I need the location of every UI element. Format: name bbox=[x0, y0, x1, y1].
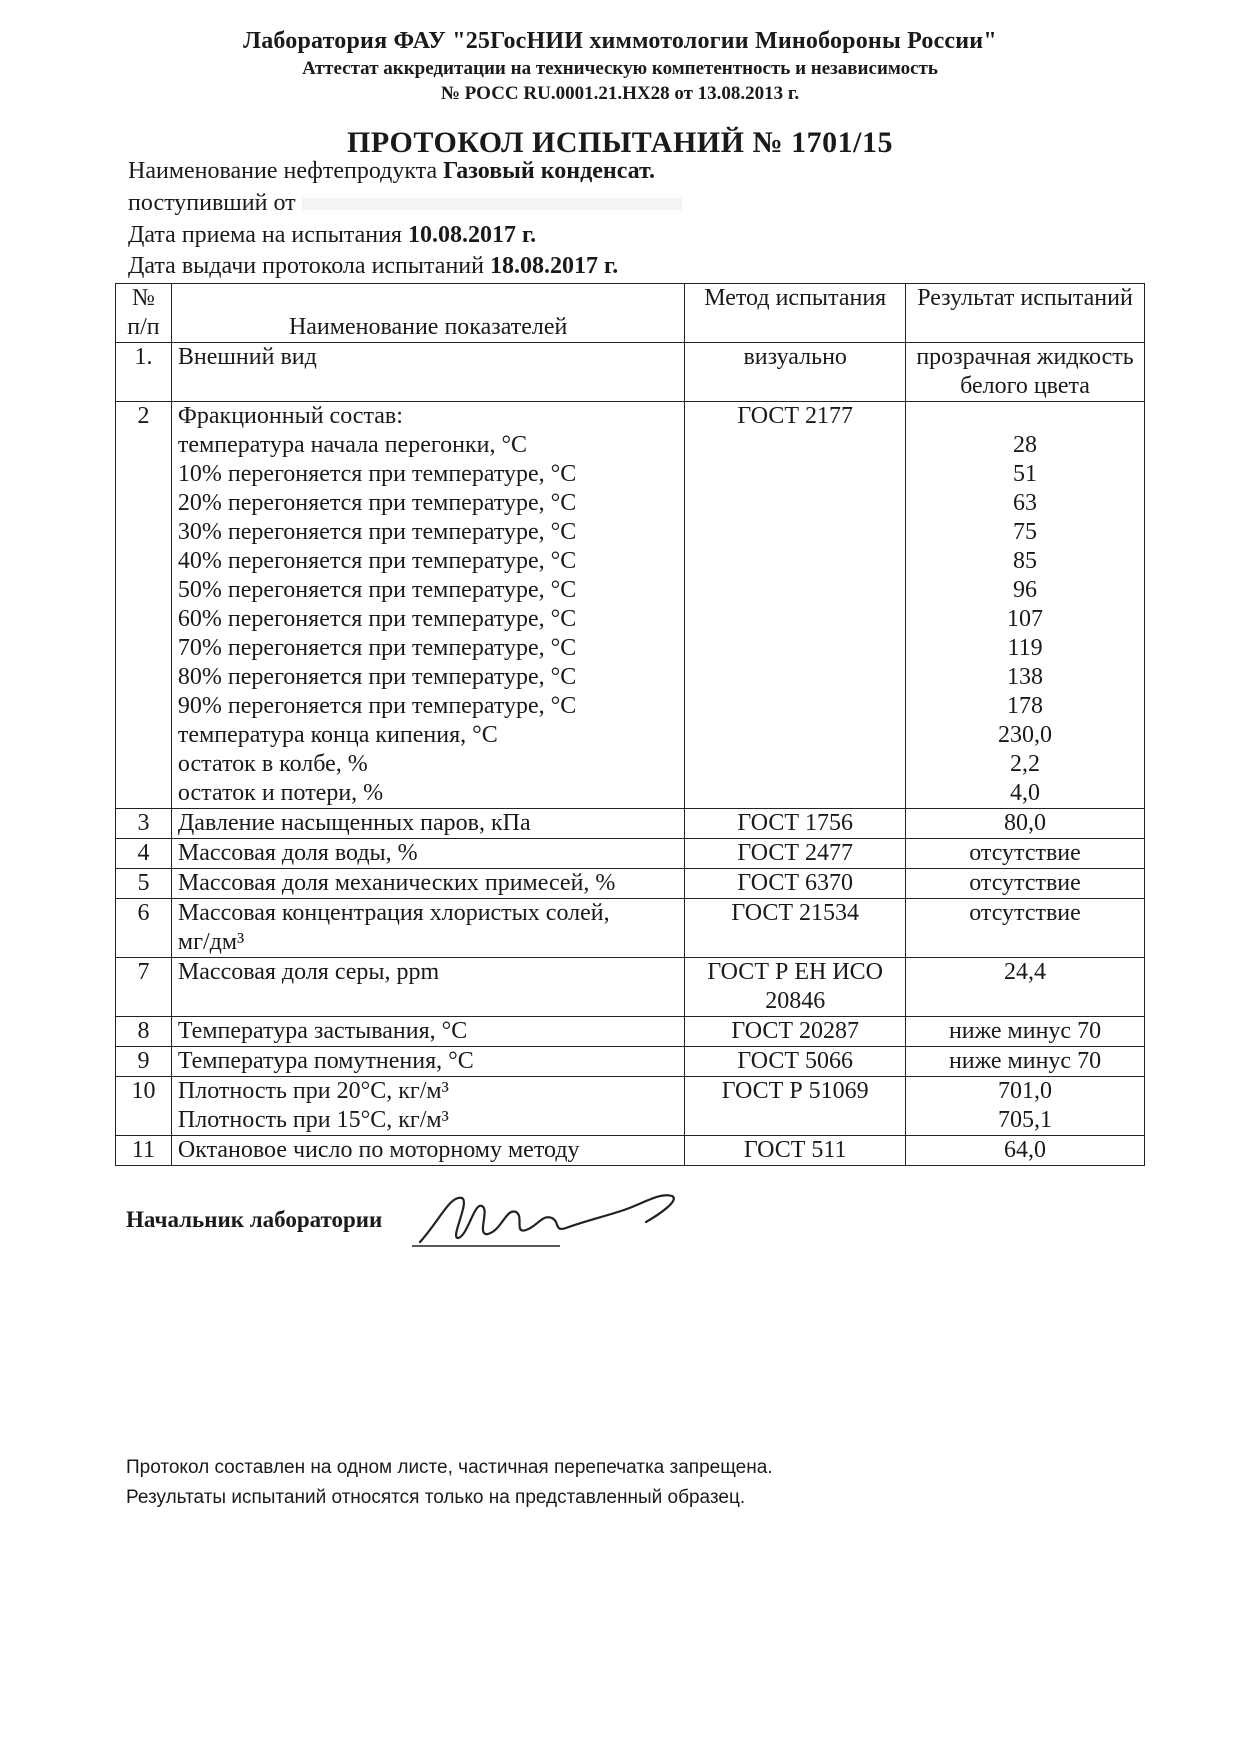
test-result: 701,0 bbox=[998, 1078, 1053, 1104]
indicator-name: мг/дм³ bbox=[177, 929, 245, 955]
indicator-name: остаток в колбе, % bbox=[177, 751, 368, 777]
indicator-name: Массовая концентрация хлористых солей, bbox=[177, 900, 610, 926]
test-method: ГОСТ Р 51069 bbox=[685, 1077, 906, 1136]
indicator-name: Массовая доля серы, ppm bbox=[177, 959, 440, 985]
redacted-area bbox=[302, 198, 682, 210]
product-label: Наименование нефтепродукта bbox=[128, 158, 438, 184]
result-cell bbox=[906, 899, 1145, 958]
test-result: 119 bbox=[1007, 635, 1043, 661]
indicator-name: 50% перегоняется при температуре, °С bbox=[177, 577, 577, 603]
table-body bbox=[116, 343, 1145, 1166]
test-result: 24,4 bbox=[1004, 959, 1047, 985]
result-cell bbox=[906, 1047, 1145, 1077]
test-method: ГОСТ 2177 bbox=[685, 402, 906, 809]
indicator-name: Плотность при 15°С, кг/м³ bbox=[177, 1107, 449, 1133]
result-cell bbox=[906, 402, 1145, 809]
indicator-name: 80% перегоняется при температуре, °С bbox=[177, 664, 577, 690]
test-result: отсутствие bbox=[969, 870, 1081, 896]
issue-date-value: 18.08.2017 г. bbox=[490, 253, 619, 279]
test-result: 85 bbox=[1013, 548, 1038, 574]
test-result: 4,0 bbox=[1010, 780, 1041, 806]
issue-date-label: Дата выдачи протокола испытаний bbox=[128, 253, 484, 279]
indicator-name-cell bbox=[171, 899, 684, 958]
indicator-name: Давление насыщенных паров, кПа bbox=[177, 810, 531, 836]
indicator-name-cell bbox=[171, 1077, 684, 1136]
note-line-1: Протокол составлен на одном листе, частичная перепечатка запрещена. bbox=[126, 1457, 773, 1478]
indicator-name: остаток и потери, % bbox=[177, 780, 384, 806]
test-result: 64,0 bbox=[1004, 1137, 1047, 1163]
row-number: 9 bbox=[116, 1047, 172, 1077]
row-number: 4 bbox=[116, 839, 172, 869]
test-result: отсутствие bbox=[969, 840, 1081, 866]
header-result: Результат испытаний bbox=[906, 284, 1145, 343]
indicator-name-cell bbox=[171, 869, 684, 899]
row-number: 7 bbox=[116, 958, 172, 1017]
test-method: ГОСТ 20287 bbox=[685, 1017, 906, 1047]
table-row bbox=[116, 899, 1145, 958]
test-result: прозрачная жидкость белого цвета bbox=[916, 344, 1134, 399]
row-number: 8 bbox=[116, 1017, 172, 1047]
received-label: поступивший от bbox=[128, 190, 296, 216]
test-result: 705,1 bbox=[998, 1107, 1053, 1133]
result-cell bbox=[906, 839, 1145, 869]
table-row bbox=[116, 1136, 1145, 1166]
row-number: 10 bbox=[116, 1077, 172, 1136]
test-method: ГОСТ Р ЕН ИСО 20846 bbox=[685, 958, 906, 1017]
test-result bbox=[912, 402, 1138, 431]
indicator-name: Температура застывания, °С bbox=[177, 1018, 468, 1044]
test-result: 2,2 bbox=[1010, 751, 1041, 777]
indicator-name: Массовая доля воды, % bbox=[177, 840, 418, 866]
row-number: 3 bbox=[116, 809, 172, 839]
indicator-name: 40% перегоняется при температуре, °С bbox=[177, 548, 577, 574]
accept-date-field bbox=[128, 222, 536, 249]
indicator-name: 70% перегоняется при температуре, °С bbox=[177, 635, 577, 661]
test-result: 63 bbox=[1013, 490, 1038, 516]
table-row bbox=[116, 402, 1145, 809]
result-cell bbox=[906, 809, 1145, 839]
lab-name: Лаборатория ФАУ "25ГосНИИ химмотологии Минобороны России" bbox=[243, 28, 997, 54]
indicator-name-cell bbox=[171, 958, 684, 1017]
test-result: 28 bbox=[1013, 432, 1038, 458]
table-row bbox=[116, 869, 1145, 899]
test-method: визуально bbox=[685, 343, 906, 402]
issue-date-field bbox=[128, 253, 618, 280]
table-row bbox=[116, 839, 1145, 869]
table-header-row bbox=[116, 284, 1145, 343]
header-num: № п/п bbox=[116, 284, 172, 343]
note-line-2: Результаты испытаний относятся только на представленный образец. bbox=[126, 1487, 746, 1508]
indicator-name-cell bbox=[171, 809, 684, 839]
received-field bbox=[128, 190, 682, 217]
indicator-name: Плотность при 20°С, кг/м³ bbox=[177, 1078, 449, 1104]
protocol-title: ПРОТОКОЛ ИСПЫТАНИЙ № 1701/15 bbox=[347, 126, 893, 159]
table-row bbox=[116, 1017, 1145, 1047]
indicator-name: Октановое число по моторному методу bbox=[177, 1137, 580, 1163]
test-result: 230,0 bbox=[998, 722, 1053, 748]
table-row bbox=[116, 1047, 1145, 1077]
signature-image bbox=[410, 1180, 730, 1260]
indicator-name: температура начала перегонки, °С bbox=[177, 432, 528, 458]
test-result: ниже минус 70 bbox=[948, 1018, 1102, 1044]
row-number: 11 bbox=[116, 1136, 172, 1166]
indicator-name: 60% перегоняется при температуре, °С bbox=[177, 606, 577, 632]
test-result: 107 bbox=[1007, 606, 1044, 632]
accept-date-label: Дата приема на испытания bbox=[128, 222, 402, 248]
result-cell bbox=[906, 343, 1145, 402]
test-result: 75 bbox=[1013, 519, 1038, 545]
test-result: 138 bbox=[1007, 664, 1044, 690]
indicator-name: Фракционный состав: bbox=[177, 403, 403, 429]
table-row bbox=[116, 958, 1145, 1017]
result-cell bbox=[906, 1136, 1145, 1166]
test-method: ГОСТ 21534 bbox=[685, 899, 906, 958]
test-method: ГОСТ 5066 bbox=[685, 1047, 906, 1077]
test-method: ГОСТ 6370 bbox=[685, 869, 906, 899]
header-method: Метод испытания bbox=[685, 284, 906, 343]
indicator-name-cell bbox=[171, 343, 684, 402]
head-of-lab-label: Начальник лаборатории bbox=[126, 1207, 383, 1232]
indicator-name: 20% перегоняется при температуре, °С bbox=[177, 490, 577, 516]
product-value: Газовый конденсат. bbox=[443, 158, 656, 184]
test-result: ниже минус 70 bbox=[948, 1048, 1102, 1074]
indicator-name: Температура помутнения, °С bbox=[177, 1048, 474, 1074]
test-result: 178 bbox=[1007, 693, 1044, 719]
indicator-name: 30% перегоняется при температуре, °С bbox=[177, 519, 577, 545]
row-number: 5 bbox=[116, 869, 172, 899]
indicator-name: температура конца кипения, °С bbox=[177, 722, 498, 748]
result-cell bbox=[906, 958, 1145, 1017]
row-number: 6 bbox=[116, 899, 172, 958]
test-result: 51 bbox=[1013, 461, 1038, 487]
test-method: ГОСТ 1756 bbox=[685, 809, 906, 839]
result-cell bbox=[906, 1017, 1145, 1047]
indicator-name-cell bbox=[171, 1136, 684, 1166]
product-field bbox=[128, 158, 655, 185]
test-result: отсутствие bbox=[969, 900, 1081, 926]
row-number: 2 bbox=[116, 402, 172, 809]
header-name: Наименование показателей bbox=[171, 284, 684, 343]
table-row bbox=[116, 809, 1145, 839]
results-table bbox=[115, 283, 1145, 1166]
accreditation-line-1: Аттестат аккредитации на техническую компетентность и независимость bbox=[302, 58, 938, 79]
result-cell bbox=[906, 1077, 1145, 1136]
indicator-name-cell bbox=[171, 839, 684, 869]
test-method: ГОСТ 2477 bbox=[685, 839, 906, 869]
test-result: 96 bbox=[1013, 577, 1038, 603]
accept-date-value: 10.08.2017 г. bbox=[407, 222, 537, 248]
indicator-name: 10% перегоняется при температуре, °С bbox=[177, 461, 577, 487]
result-cell bbox=[906, 869, 1145, 899]
accreditation-line-2: № РОСС RU.0001.21.НХ28 от 13.08.2013 г. bbox=[440, 83, 800, 104]
indicator-name: Внешний вид bbox=[177, 344, 317, 370]
row-number: 1. bbox=[116, 343, 172, 402]
indicator-name-cell bbox=[171, 402, 684, 809]
indicator-name: Массовая доля механических примесей, % bbox=[177, 870, 616, 896]
table-row bbox=[116, 1077, 1145, 1136]
indicator-name-cell bbox=[171, 1017, 684, 1047]
indicator-name-cell bbox=[171, 1047, 684, 1077]
indicator-name: 90% перегоняется при температуре, °С bbox=[177, 693, 577, 719]
test-result: 80,0 bbox=[1004, 810, 1047, 836]
test-method: ГОСТ 511 bbox=[685, 1136, 906, 1166]
table-row bbox=[116, 343, 1145, 402]
